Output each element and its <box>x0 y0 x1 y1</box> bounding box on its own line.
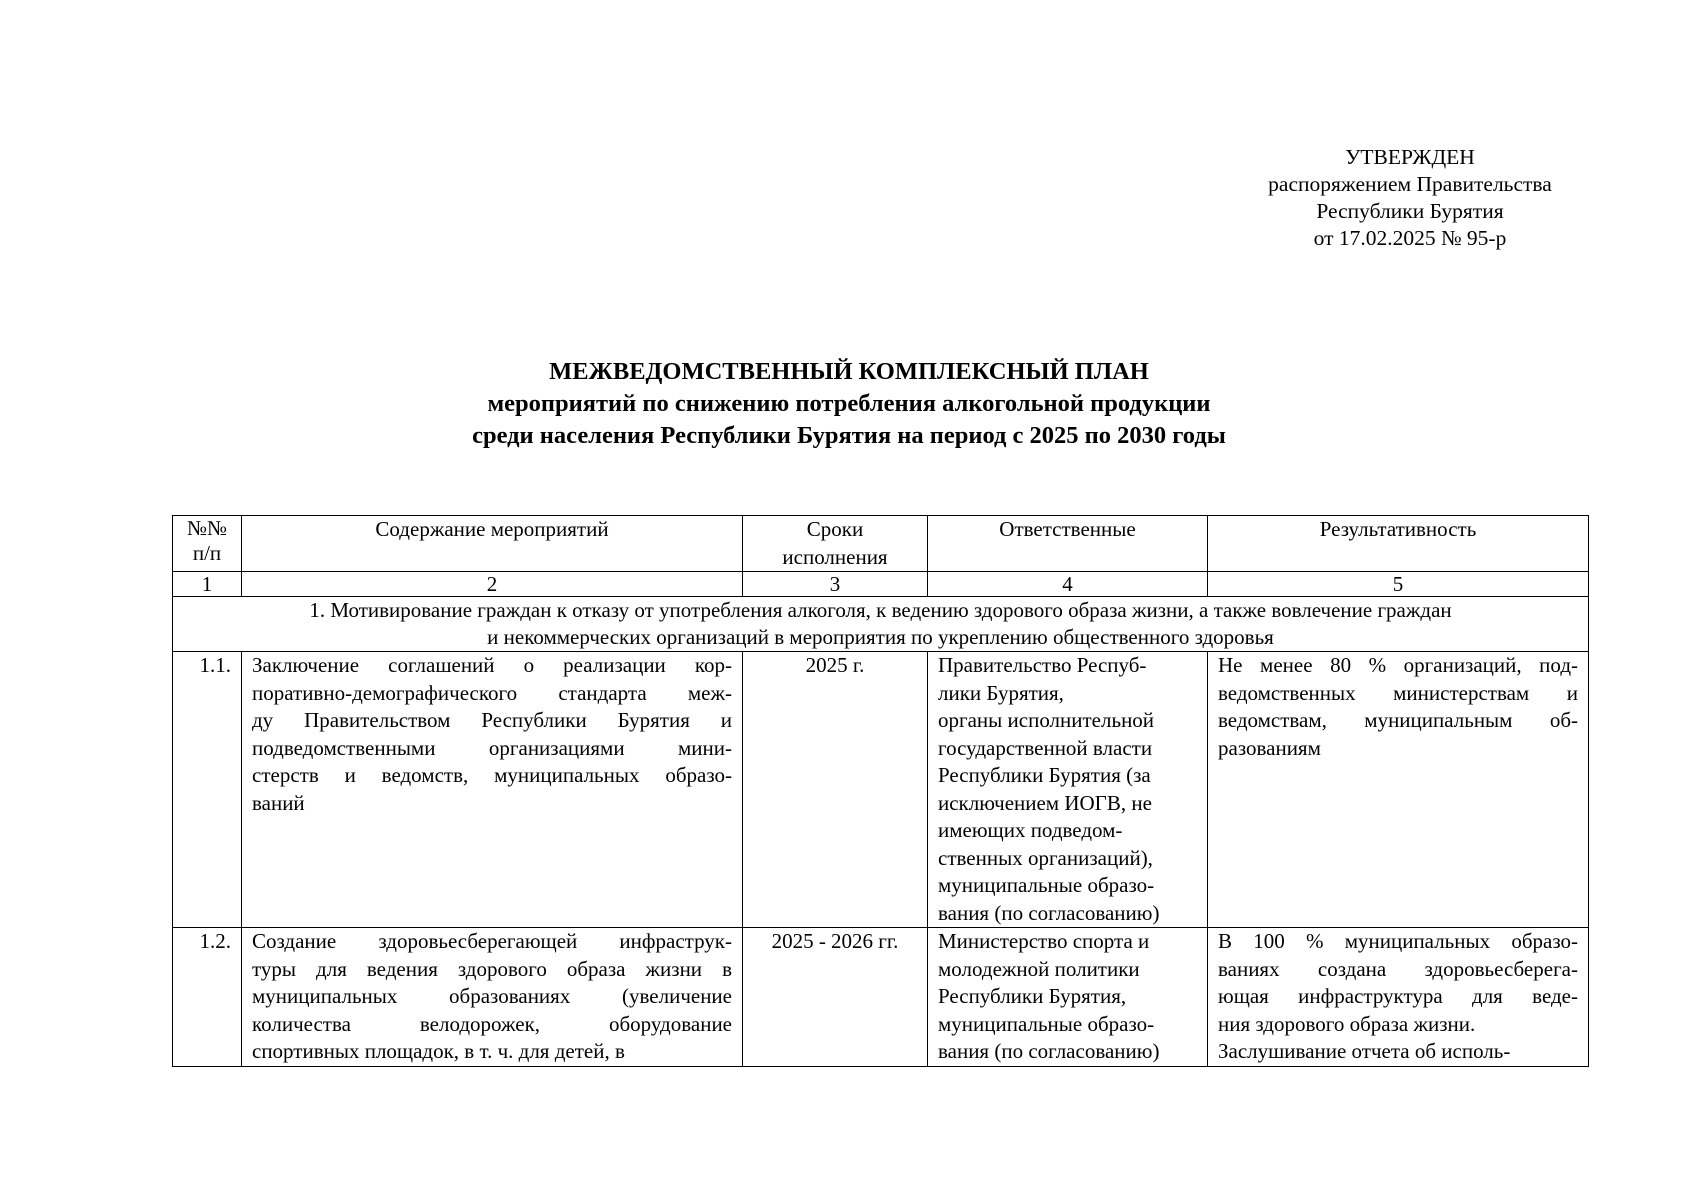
row-responsible <box>928 928 1208 1067</box>
row-terms: 2025 - 2026 гг. <box>743 928 928 1067</box>
text-line: ведомствам, муниципальным об- <box>1218 708 1578 732</box>
header-responsible: Ответственные <box>928 516 1208 572</box>
text-line: лики Бурятия, <box>938 680 1064 705</box>
text-line: Не менее 80 % организаций, под- <box>1218 653 1578 677</box>
column-number: 3 <box>743 572 928 597</box>
row-result <box>1208 652 1589 928</box>
text-line: вания (по согласованию) <box>938 1039 1160 1063</box>
table-row <box>173 928 1589 1067</box>
text-line: Заключение соглашений о реализации кор- <box>252 653 732 677</box>
row-terms: 2025 г. <box>743 652 928 928</box>
text-line: В 100 % муниципальных образо- <box>1218 929 1578 953</box>
section-heading-row <box>173 597 1589 652</box>
text-line: спортивных площадок, в т. ч. для детей, в <box>252 1039 625 1063</box>
column-number: 4 <box>928 572 1208 597</box>
text-line: Правительство Респуб- <box>938 653 1147 677</box>
text-line: ду Правительством Республики Бурятия и <box>252 708 732 732</box>
text-line: туры для ведения здорового образа жизни в <box>252 956 732 981</box>
plan-table <box>172 515 1589 1067</box>
text-line: ведомственных министерствам и <box>1218 680 1578 705</box>
text-line: ваний <box>252 790 305 815</box>
text-line: ственных организаций), <box>938 845 1153 870</box>
row-content <box>242 652 743 928</box>
column-number: 2 <box>242 572 743 597</box>
approval-heading: УТВЕРЖДЕН <box>1345 145 1475 169</box>
title-line-3: среди населения Республики Бурятия на период с 2025 по 2030 годы <box>472 422 1226 449</box>
header-number-line-1: №№ <box>186 516 228 540</box>
text-line: ющая инфраструктура для веде- <box>1218 984 1578 1008</box>
text-line: ния здорового образа жизни. <box>1218 1011 1476 1036</box>
document-title <box>0 356 1698 452</box>
text-line: количества велодорожек, оборудование <box>252 1011 732 1036</box>
column-number: 5 <box>1208 572 1589 597</box>
table-row <box>173 652 1589 928</box>
text-line: муниципальные образо- <box>938 1011 1155 1036</box>
section-heading <box>173 597 1589 652</box>
header-number <box>173 516 242 572</box>
text-line: разованиям <box>1218 735 1321 760</box>
row-number: 1.2. <box>173 928 242 1067</box>
approval-stamp <box>1240 144 1580 252</box>
text-line: имеющих подведом- <box>938 818 1123 842</box>
column-numbers-row <box>173 572 1589 597</box>
title-line-2: мероприятий по снижению потребления алкогольной продукции <box>487 390 1211 417</box>
header-number-line-2: п/п <box>192 541 222 565</box>
text-line: исключением ИОГВ, не <box>938 790 1152 815</box>
text-line: ваниях создана здоровьесберега- <box>1218 956 1578 981</box>
text-line: поративно-демографического стандарта меж- <box>252 680 732 705</box>
row-content <box>242 928 743 1067</box>
text-line: вания (по согласованию) <box>938 900 1160 925</box>
row-responsible <box>928 652 1208 928</box>
text-line: муниципальные образо- <box>938 873 1155 897</box>
text-line: органы исполнительной <box>938 708 1155 732</box>
text-line: стерств и ведомств, муниципальных образо- <box>252 763 732 787</box>
row-result <box>1208 928 1589 1067</box>
section-heading-line-2: и некоммерческих организаций в мероприятия по укреплению общественного здоровья <box>487 625 1274 649</box>
text-line: Республики Бурятия (за <box>938 763 1151 787</box>
header-result: Результативность <box>1208 516 1589 572</box>
text-line: государственной власти <box>938 735 1153 760</box>
text-line: подведомственными организациями мини- <box>252 735 732 760</box>
text-line: Министерство спорта и <box>938 929 1150 953</box>
approval-republic-line: Республики Бурятия <box>1316 199 1504 223</box>
header-terms <box>743 516 928 572</box>
section-heading-line-1: 1. Мотивирование граждан к отказу от употребления алкоголя, к ведению здорового образа жизни, а также вовлечение граждан <box>309 598 1452 622</box>
text-line: молодежной политики <box>938 956 1140 981</box>
column-number: 1 <box>173 572 242 597</box>
text-line: Создание здоровьесберегающей инфраструк- <box>252 929 732 953</box>
text-line: Республики Бурятия, <box>938 984 1127 1008</box>
header-terms-line-2: исполнения <box>782 544 888 569</box>
table-header-row <box>173 516 1589 572</box>
title-line-1: МЕЖВЕДОМСТВЕННЫЙ КОМПЛЕКСНЫЙ ПЛАН <box>549 358 1149 385</box>
row-number: 1.1. <box>173 652 242 928</box>
approval-order-line: распоряжением Правительства <box>1268 172 1552 196</box>
text-line: Заслушивание отчета об исполь- <box>1218 1039 1511 1063</box>
header-content: Содержание мероприятий <box>242 516 743 572</box>
text-line: муниципальных образованиях (увеличение <box>252 984 732 1008</box>
header-terms-line-1: Сроки <box>806 517 864 541</box>
approval-date-number: от 17.02.2025 № 95-р <box>1313 226 1507 250</box>
